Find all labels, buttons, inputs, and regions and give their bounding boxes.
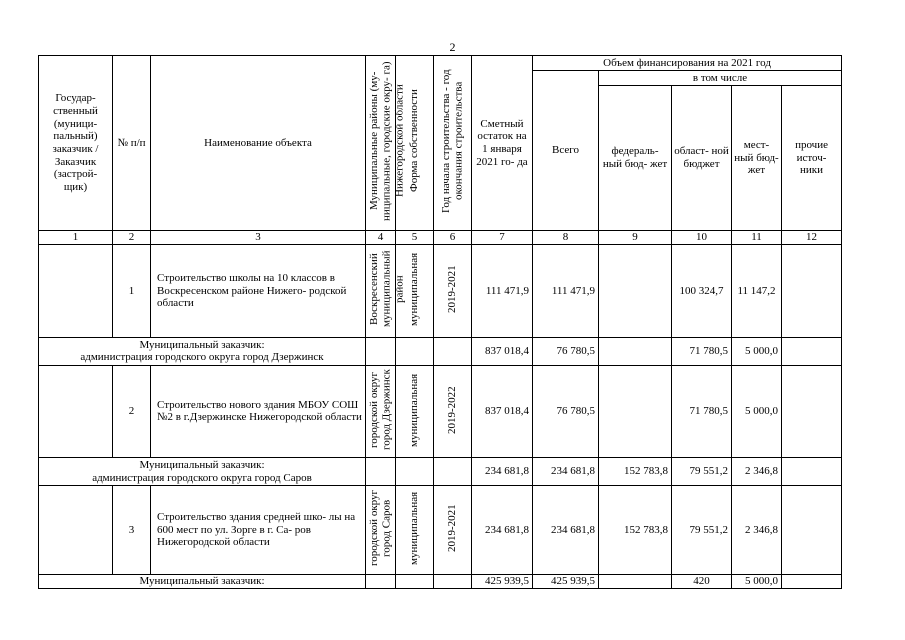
local: 2 346,8 [732,458,782,486]
district: Воскресенский муниципальный район [368,250,406,328]
balance: 234 681,8 [472,486,533,575]
column-number: 7 [472,231,533,245]
header-ownership: Форма собственности [408,89,421,193]
header-no: № п/п [113,56,151,231]
header-including: в том числе [599,71,842,86]
local: 5 000,0 [732,337,782,365]
federal [599,365,672,458]
column-number: 6 [434,231,472,245]
column-numbers-row [39,231,842,245]
page-number: 2 [449,40,456,54]
other [782,245,842,338]
customer-label [39,574,366,588]
local: 2 346,8 [732,486,782,575]
row-no: 3 [113,486,151,575]
header-districts: Муниципальные районы (му- ниципальные, городские окру- га) Нижегородской области [368,61,406,221]
federal [599,574,672,588]
object-name: Строительство здания средней шко- лы на 600 мест по ул. Зорге в г. Са- ров Нижегородской области [151,486,366,575]
customer-row [39,574,842,588]
customer-label-line2: администрация городского округа город Дзержинск [80,351,324,364]
ownership: муниципальная [408,252,421,326]
customer-label-line1: Муниципальный заказчик: [139,338,265,351]
federal: 152 783,8 [599,458,672,486]
customer-label [39,337,366,365]
column-number: 10 [672,231,732,245]
local: 5 000,0 [732,574,782,588]
total: 234 681,8 [533,458,599,486]
total: 425 939,5 [533,574,599,588]
column-number: 4 [366,231,396,245]
column-number: 11 [732,231,782,245]
local: 11 147,2 [732,245,782,338]
balance: 837 018,4 [472,337,533,365]
financing-table [38,55,842,589]
regional: 71 780,5 [672,365,732,458]
header-federal: федераль- ный бюд- жет [599,86,672,231]
federal: 152 783,8 [599,486,672,575]
customer-label-line1: Муниципальный заказчик: [139,575,265,588]
regional: 71 780,5 [672,337,732,365]
header-total: Всего [533,71,599,231]
column-number: 2 [113,231,151,245]
table-row [39,486,842,575]
other [782,337,842,365]
total: 76 780,5 [533,365,599,458]
customer-label-line2: администрация городского округа город Саров [92,471,312,484]
total: 76 780,5 [533,337,599,365]
balance: 837 018,4 [472,365,533,458]
column-number: 5 [396,231,434,245]
table-row [39,245,842,338]
local: 5 000,0 [732,365,782,458]
district: городской округ город Дзержинск [368,369,393,451]
customer-label [39,458,366,486]
other [782,486,842,575]
regional: 420 [672,574,732,588]
object-name: Строительство нового здания МБОУ СОШ №2 в г.Дзержинске Нижегородской области [151,365,366,458]
column-number: 9 [599,231,672,245]
balance: 234 681,8 [472,458,533,486]
customer-label-line1: Муниципальный заказчик: [139,459,265,472]
header-regional: област- ной бюджет [672,86,732,231]
column-number: 1 [39,231,113,245]
years: 2019-2021 [446,265,459,313]
federal [599,337,672,365]
other [782,458,842,486]
object-name: Строительство школы на 10 классов в Воскресенском районе Нижего- родской области [151,245,366,338]
ownership: муниципальная [408,491,421,565]
header-other: прочие источ- ники [782,86,842,231]
row-no: 1 [113,245,151,338]
header-local: мест- ный бюд- жет [732,86,782,231]
column-number: 12 [782,231,842,245]
regional: 100 324,7 [672,245,732,338]
customer-row [39,337,842,365]
federal [599,245,672,338]
other [782,365,842,458]
table-row [39,365,842,458]
header-balance: Сметный остаток на 1 января 2021 го- да [472,56,533,231]
row-no: 2 [113,365,151,458]
balance: 111 471,9 [472,245,533,338]
total: 111 471,9 [533,245,599,338]
ownership: муниципальная [408,373,421,447]
column-number: 3 [151,231,366,245]
column-number: 8 [533,231,599,245]
balance: 425 939,5 [472,574,533,588]
district: городской округ город Саров [368,490,393,567]
header-years: Год начала строительства - год окончания строительства [439,69,465,213]
years: 2019-2022 [446,385,459,434]
regional: 79 551,2 [672,486,732,575]
regional: 79 551,2 [672,458,732,486]
customer-row [39,458,842,486]
header-financing: Объем финансирования на 2021 год [533,56,842,71]
years: 2019-2021 [446,504,459,553]
total: 234 681,8 [533,486,599,575]
header-customer: Государ- ственный (муници- пальный) заказчик / Заказчик (застрой- щик) [39,56,113,231]
other [782,574,842,588]
header-object-name: Наименование объекта [151,56,366,231]
